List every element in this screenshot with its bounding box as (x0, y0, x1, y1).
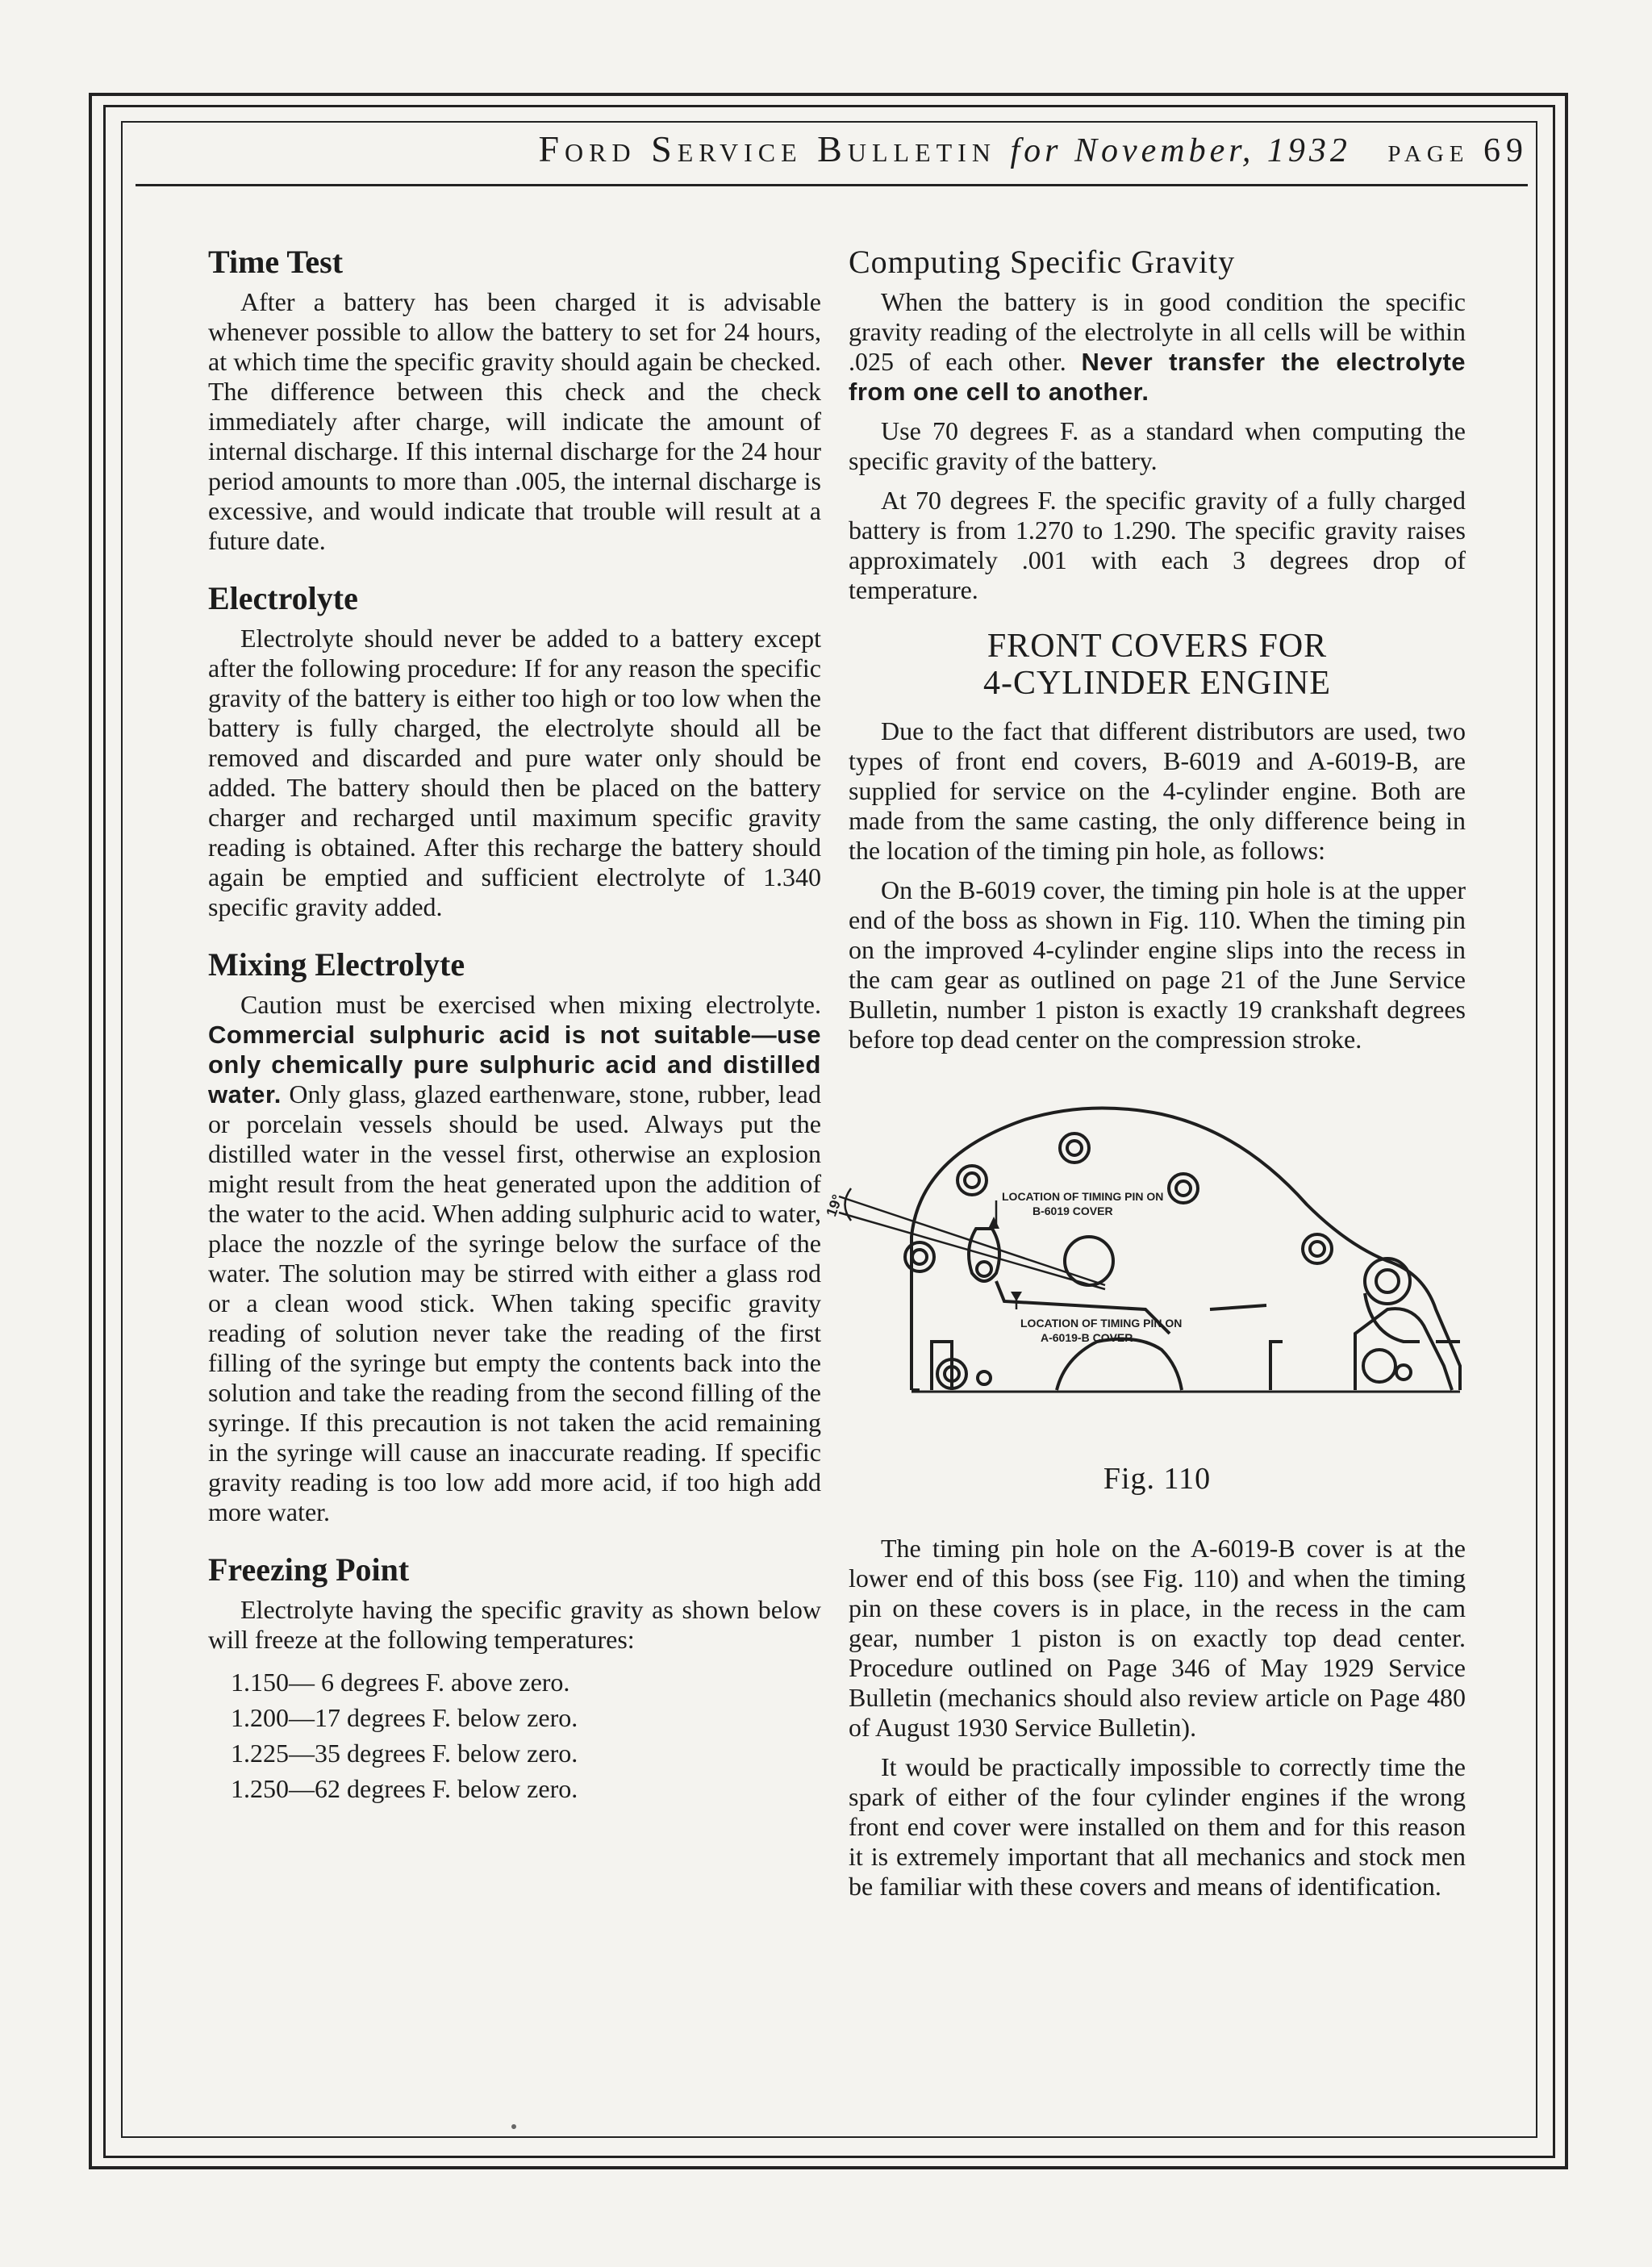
header-rule (136, 184, 1528, 186)
list-item: 1.250—62 degrees F. below zero. (231, 1774, 578, 1803)
paragraph-mixing-electrolyte (208, 990, 821, 1527)
mixing-warning-bold: Commercial sulphuric acid is not suitable—use only chemically pure sulphuric acid and distilled water. (208, 1021, 821, 1108)
scan-speck (511, 2124, 516, 2129)
freezing-temperature-list (208, 1664, 821, 1806)
figure-110-front-cover-drawing (823, 1100, 1466, 1447)
paragraph-time-test: After a battery has been charged it is advisable whenever possible to allow the battery to set for 24 hours, at which time the specific gravity should again be checked. The difference between this check and the check immediately after charge, will indicate the amount of internal discharge. If this internal discharge for the 24 hour period amounts to more than .005, the internal discharge is excessive, and would indicate that trouble will result at a future date. (208, 287, 821, 555)
computing-warning-bold: Never transfer the electrolyte from one cell to another. (849, 348, 1466, 406)
list-item: 1.150— 6 degrees F. above zero. (231, 1668, 570, 1697)
right-column (823, 242, 1466, 1911)
label-a6019b-line-1: LOCATION OF TIMING PIN ON (1020, 1317, 1183, 1330)
label-b6019-line-1: LOCATION OF TIMING PIN ON (1002, 1190, 1164, 1203)
paragraph-freezing-point: Electrolyte having the specific gravity as shown below will freeze at the following temperatures: (208, 1595, 821, 1654)
section-mixing-electrolyte (208, 945, 821, 1527)
page-number: page 69 (1387, 132, 1529, 169)
heading-electrolyte: Electrolyte (208, 580, 358, 616)
section-computing-specific-gravity (849, 242, 1466, 605)
list-item: 1.200—17 degrees F. below zero. (231, 1703, 578, 1732)
paragraph-computing-3: At 70 degrees F. the specific gravity of a fully charged battery is from 1.270 to 1.290. The specific gravity raises approximately .001 with each 3 degrees drop of temperature. (849, 486, 1466, 604)
cover-right-bracket (1270, 1342, 1283, 1390)
heading-front-covers-line-1: FRONT COVERS FOR (987, 628, 1328, 665)
front-cover-diagram (823, 1100, 1484, 1447)
paragraph-front-covers-2: On the B-6019 cover, the timing pin hole is at the upper end of the boss as shown in Fig. 110. When the timing pin on the improved 4-cylinder engine slips into the recess in the cam gear as outlined on page 21 of the June Service Bulletin, number 1 piston is exactly 19 crankshaft degrees before top dead center on the compression stroke. (849, 875, 1466, 1054)
section-electrolyte (208, 578, 821, 922)
heading-front-covers-line-2: 4-CYLINDER ENGINE (982, 665, 1332, 702)
section-freezing-point (208, 1550, 821, 1806)
heading-computing-specific-gravity: Computing Specific Gravity (849, 244, 1236, 280)
left-column (208, 242, 821, 1829)
heading-front-covers (849, 628, 1466, 702)
list-item: 1.225—35 degrees F. below zero. (231, 1739, 578, 1768)
paragraph-after-figure-2: It would be practically impossible to correctly time the spark of either of the four cylinder engines if the wrong front end cover were installed on them and for this reason it is extremely important that all mechanics and stock men be familiar with these covers and means of identification. (849, 1752, 1466, 1901)
bulletin-title: Ford Service Bulletin (538, 128, 996, 169)
label-a6019b-line-2: A-6019-B COVER (1041, 1331, 1133, 1344)
bulletin-date: for November, 1932 (1010, 132, 1351, 169)
angle-label: 19° (823, 1192, 846, 1219)
mixing-text-a: Caution must be exercised when mixing electrolyte. (240, 990, 821, 1019)
cover-center-opening (1057, 1339, 1182, 1390)
paragraph-computing-2: Use 70 degrees F. as a standard when computing the specific gravity of the battery. (849, 416, 1466, 475)
heading-freezing-point: Freezing Point (208, 1551, 410, 1588)
computing-text-a: When the battery is in good condition the specific gravity reading of the electrolyte in all cells will be within .025 of each other. (849, 287, 1466, 376)
paragraph-after-figure-1: The timing pin hole on the A-6019-B cover is at the lower end of this boss (see Fig. 110) and when the timing pin on these covers is in place, in the recess in the cam gear, number 1 piston is on exactly top dead center. Procedure outlined on Page 346 of May 1929 Service Bulletin (mechanics should also review article on Page 480 of August 1930 Service Bulletin). (849, 1534, 1466, 1742)
label-b6019-line-2: B-6019 COVER (1032, 1204, 1113, 1217)
mixing-text-b: Only glass, glazed earthenware, stone, rubber, lead or porcelain vessels should be used. Always put the distilled water in the vessel first, otherwise an explosion might result from the heat generated upon the addition of the water to the acid. When adding sulphuric acid to water, place the nozzle of the syringe below the surface of the water. The solution may be stirred with either a glass rod or a clean wood stick. When taking specific gravity reading of solution never take the reading of the first filling of the syringe but empty the contents back into the solution and take the reading from the second filling of the syringe. If this precaution is not taken the acid remaining in the syringe will cause an inaccurate reading. If specific gravity reading is too low add more acid, if too high add more water. (208, 1079, 821, 1526)
figure-caption: Fig. 110 (1103, 1462, 1212, 1496)
paragraph-computing-1 (849, 287, 1466, 407)
heading-time-test: Time Test (208, 244, 344, 280)
paragraph-electrolyte: Electrolyte should never be added to a battery except after the following procedure: If for any reason the specific gravity of the battery is either too high or too low when the battery is fully charged, the electrolyte should all be removed and discarded and pure water only should be added. The battery should then be placed on the battery charger and recharged until maximum specific gravity reading is obtained. After this recharge the battery should again be emptied and sufficient electrolyte of 1.340 specific gravity added. (208, 624, 821, 921)
heading-mixing-electrolyte: Mixing Electrolyte (208, 946, 465, 983)
section-time-test (208, 242, 821, 556)
paragraph-front-covers-1: Due to the fact that different distributors are used, two types of front end covers, B-6019 and A-6019-B, are supplied for service on the 4-cylinder engine. Both are made from the same casting, the only difference being in the location of the timing pin hole, as follows: (849, 716, 1466, 865)
running-header (121, 127, 1529, 184)
